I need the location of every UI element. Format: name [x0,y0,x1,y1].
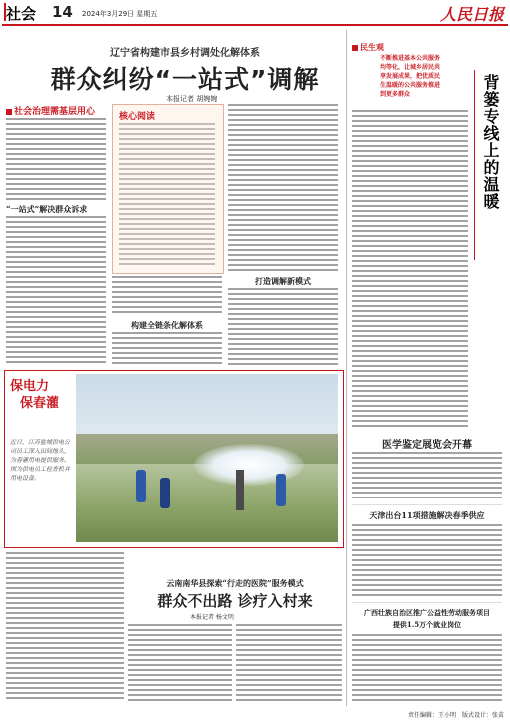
column-title-vertical: 背篓专线上的温暖 [481,74,500,210]
photo-title-line2: 保春灌 [20,396,60,411]
brief-rule-2 [352,602,502,603]
core-reading-label: 核心阅读 [119,112,156,122]
left-column-text-2 [6,216,106,366]
core-reading-text [119,123,215,267]
lead-kicker: 辽宁省构建市县乡村调处化解体系 [110,48,260,59]
middle-column-text-2 [112,332,222,366]
photo-title [10,378,60,412]
column-title-bracket [474,70,503,260]
lead-headline: 群众纠纷“一站式”调解 [50,65,320,94]
bottom-byline: 本报记者 杨文明 [190,614,234,621]
brief1-text [352,452,502,498]
bottom-left-text [6,552,124,702]
subhead-1: “一站式”解决群众诉求 [6,204,88,214]
brief1-title: 医学鉴定展览会开幕 [382,440,472,451]
bottom-mid-text [128,624,232,704]
core-reading-box [112,104,224,274]
paper-logo: 人民日报 [440,5,505,24]
masthead [0,0,510,26]
bottom-right-text [236,624,342,704]
right-column-divider [346,30,347,706]
brief2-text [352,524,502,596]
square-bullet-icon [6,109,12,115]
brief-rule-1 [352,504,502,505]
page-number: 14 [52,3,73,21]
footer-designer: 版式设计：张苗 [461,712,504,719]
footer-credits [380,710,504,719]
right-lead-box: 不断推进基本公共服务均等化，让城乡居民共享发展成果，把优质民生温暖的公共服务推进到更多群众 [380,55,441,98]
bottom-kicker: 云南南华县探索“行走的医院”服务模式 [166,578,304,588]
masthead-rule [2,24,508,26]
middle-column-text-1 [112,276,222,316]
third-column-text-1 [228,104,338,274]
photo-title-line1: 保电力 [10,379,50,394]
right-section-label: 民生观 [352,42,384,53]
brief3-sub: 提供1.5万个就业岗位 [392,620,462,629]
bottom-headline: 群众不出路 诊疗入村来 [157,592,313,610]
brief3-text [352,634,502,704]
brief2-title: 天津出台11项措施解决春季供应 [369,510,485,520]
square-bullet-icon [352,45,358,51]
issue-date: 2024年3月29日 星期五 [82,10,158,18]
lead-byline: 本报记者 胡婉婉 [166,95,218,103]
brief3-title: 广西壮族自治区推广公益性劳动服务项目 [364,608,490,617]
subhead-2: 构建全链条化解体系 [131,320,203,330]
photo-caption: 近日，江苏盐城供电公司员工深入田间地头，为春灌用电提供服务。图为供电员工检查机井用电设备。 [10,439,71,482]
section-name-underline [4,3,6,21]
subhead-3: 打造调解新模式 [255,276,311,286]
right-column-text [352,110,468,430]
footer-editor: 责任编辑：王小明 [408,712,457,719]
section-name: 社会 [6,5,37,23]
news-photo [76,374,338,542]
third-column-text-2 [228,288,338,366]
left-column-text [6,118,106,200]
left-column-title: 社会治理需基层用心 [6,104,106,117]
